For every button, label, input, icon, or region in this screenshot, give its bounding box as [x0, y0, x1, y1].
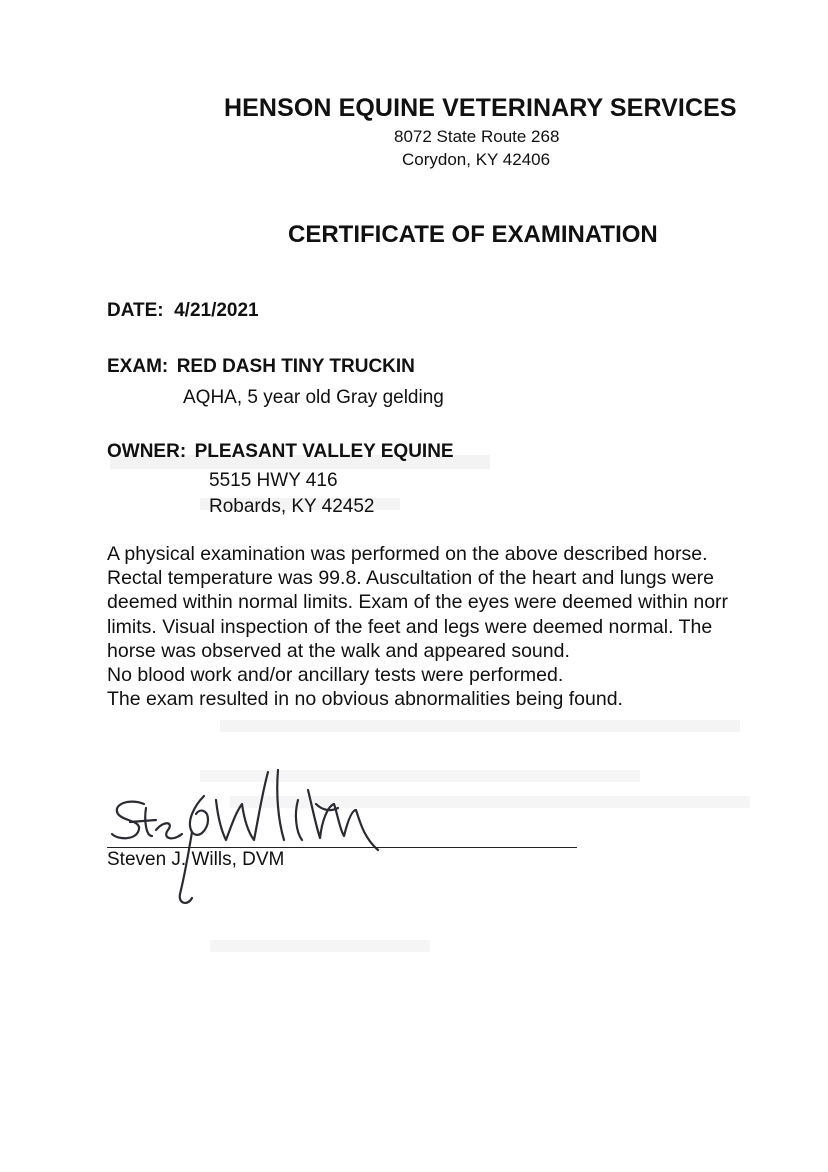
clinic-name: HENSON EQUINE VETERINARY SERVICES — [224, 94, 737, 122]
horse-name: RED DASH TINY TRUCKIN — [176, 356, 415, 377]
handwritten-signature — [108, 760, 398, 910]
findings-line: limits. Visual inspection of the feet and legs were deemed normal. The — [107, 615, 713, 638]
date-value: 4/21/2021 — [174, 300, 259, 321]
findings-line: deemed within normal limits. Exam of the eyes were deemed within norr — [107, 591, 729, 614]
findings-line: horse was observed at the walk and appeared sound. — [107, 639, 570, 662]
exam-row — [107, 356, 415, 378]
owner-address-line1: 5515 HWY 416 — [209, 470, 338, 491]
owner-name: PLEASANT VALLEY EQUINE — [194, 441, 454, 462]
exam-label: EXAM: — [107, 356, 169, 377]
clinic-address-line1: 8072 State Route 268 — [394, 127, 560, 146]
findings-line: The exam resulted in no obvious abnormalities being found. — [107, 688, 623, 711]
certificate-title: CERTIFICATE OF EXAMINATION — [288, 221, 658, 248]
findings-line: Rectal temperature was 99.8. Auscultation of the heart and lungs were — [107, 567, 715, 590]
date-row — [107, 300, 259, 322]
horse-description: AQHA, 5 year old Gray gelding — [183, 387, 444, 408]
date-label: DATE: — [107, 300, 164, 321]
clinic-address-line2: Corydon, KY 42406 — [402, 150, 551, 169]
owner-address-line2: Robards, KY 42452 — [209, 496, 375, 517]
findings-line: No blood work and/or ancillary tests were performed. — [107, 664, 564, 687]
findings-line: A physical examination was performed on the above described horse. — [107, 543, 708, 565]
exam-findings — [107, 542, 828, 711]
owner-row — [107, 441, 454, 463]
owner-label: OWNER: — [107, 441, 187, 462]
signatory-name: Steven J. Wills, DVM — [107, 849, 285, 870]
signature-line — [107, 847, 577, 848]
